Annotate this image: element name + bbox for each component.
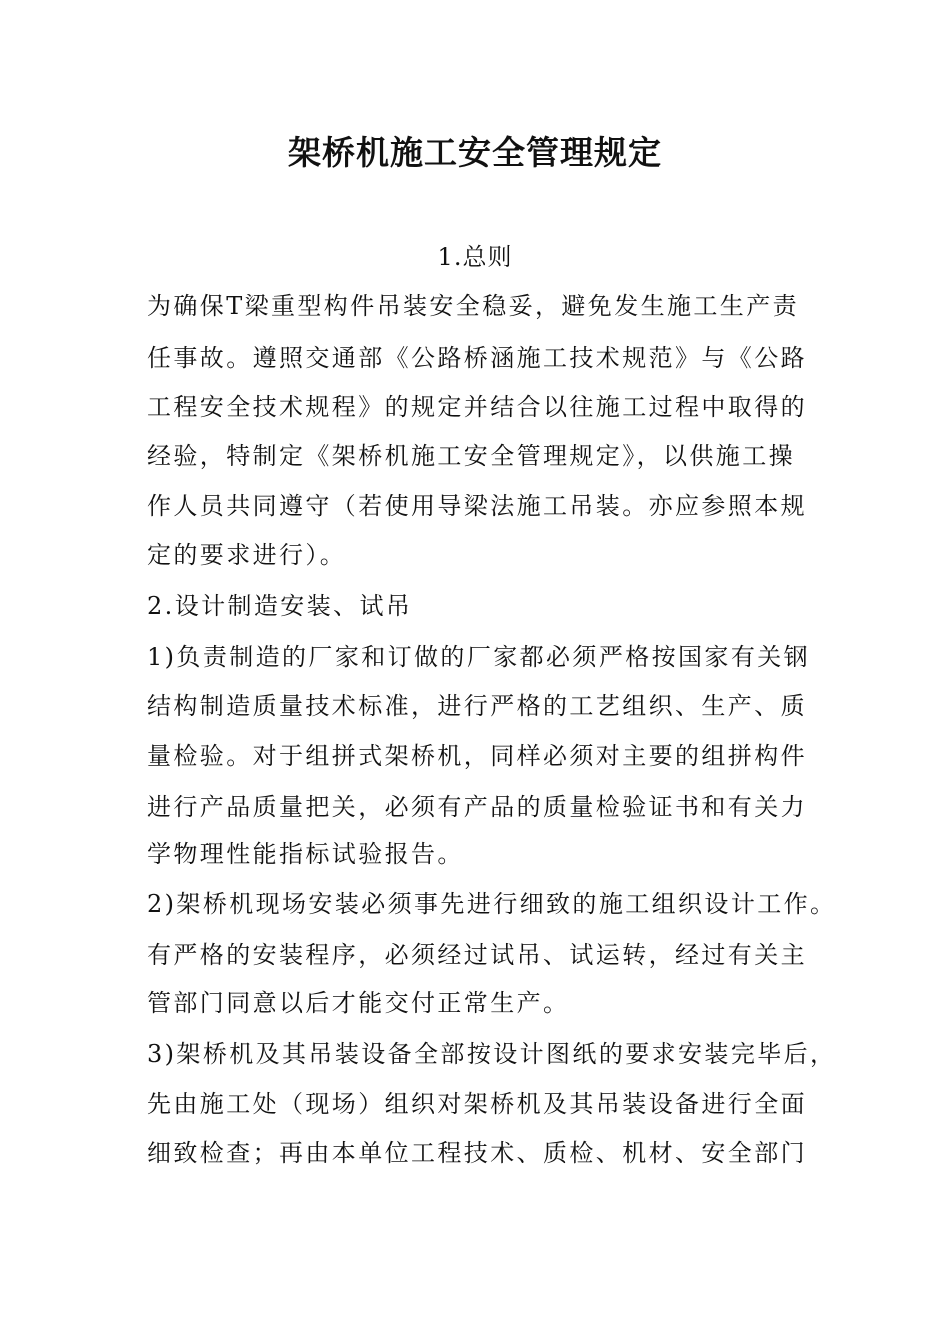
text-line: 结构制造质量技术标准，进行严格的工艺组织、生产、质 [147,692,807,720]
page-title: 架桥机施工安全管理规定 [288,133,662,172]
text-line: 进行产品质量把关，必须有产品的质量检验证书和有关力 [147,793,807,821]
text-line: 先由施工处（现场）组织对架桥机及其吊装设备进行全面 [147,1090,807,1118]
text-line: 量检验。对于组拼式架桥机，同样必须对主要的组拼构件 [147,742,807,770]
section-heading: 1.总则 [437,243,513,271]
text-line: 学物理性能指标试验报告。 [147,840,464,868]
text-line: 3)架桥机及其吊装设备全部按设计图纸的要求安装完毕后， [147,1040,837,1068]
text-line: 2)架桥机现场安装必须事先进行细致的施工组织设计工作。 [147,890,837,918]
text-line: 有严格的安装程序，必须经过试吊、试运转，经过有关主 [147,941,807,969]
text-line: 为确保T梁重型构件吊装安全稳妥，避免发生施工生产责 [147,292,800,320]
text-line: 管部门同意以后才能交付正常生产。 [147,989,570,1017]
text-line: 细致检查；再由本单位工程技术、质检、机材、安全部门 [147,1139,807,1167]
text-line: 任事故。遵照交通部《公路桥涵施工技术规范》与《公路 [147,344,807,372]
text-line: 定的要求进行）。 [147,541,347,569]
text-line: 1)负责制造的厂家和订做的厂家都必须严格按国家有关钢 [147,643,811,671]
text-line: 工程安全技术规程》的规定并结合以往施工过程中取得的 [147,393,807,421]
text-line: 经验，特制定《架桥机施工安全管理规定》，以供施工操 [147,442,795,470]
section-heading: 2.设计制造安装、试吊 [147,592,413,620]
text-line: 作人员共同遵守（若使用导梁法施工吊装。亦应参照本规 [147,492,807,520]
